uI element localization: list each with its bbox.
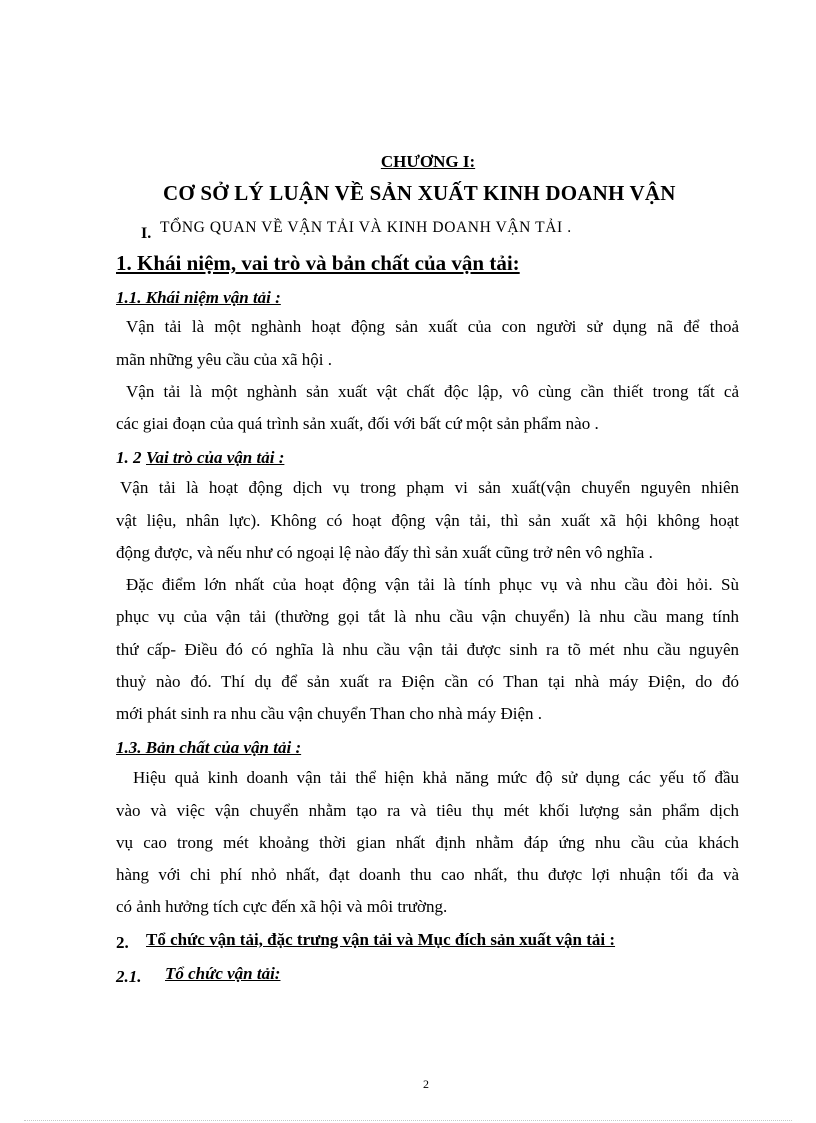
subsection-2-1-number: 2.1. bbox=[116, 967, 142, 986]
paragraph-line: Hiệu quả kinh doanh vận tải thể hiện khả năng mức độ sử dụng các yếu tố đầu bbox=[133, 768, 739, 787]
paragraph-line: vật liệu, nhân lực). Không có hoạt động vận tải, thì sản xuất xã hội không hoạt bbox=[116, 511, 739, 530]
paragraph-line: mới phát sinh ra nhu cầu vận chuyển Than cho nhà máy Điện . bbox=[116, 704, 543, 723]
paragraph-line: hàng với chi phí nhỏ nhất, đạt doanh thu cao nhất, thu được lợi nhuận tối đa và bbox=[116, 865, 739, 884]
paragraph-line: các giai đoạn của quá trình sản xuất, đối với bất cứ một sản phẩm nào . bbox=[116, 414, 599, 433]
footer-divider bbox=[24, 1120, 792, 1121]
section-2-heading: Tổ chức vận tải, đặc trưng vận tải và Mục đích sản xuất vận tải : bbox=[146, 930, 616, 949]
page-number: 2 bbox=[423, 1077, 429, 1091]
part-title: TỔNG QUAN VỀ VẬN TẢI VÀ KINH DOANH VẬN TẢI . bbox=[160, 219, 572, 236]
chapter-label: CHƯƠNG I: bbox=[380, 152, 476, 171]
section-1-heading: 1. Khái niệm, vai trò và bản chất của vận tải: bbox=[116, 251, 520, 275]
paragraph-line: vụ cao trong mét khoảng thời gian nhất định nhằm đáp ứng nhu cầu của khách bbox=[116, 833, 739, 852]
subsection-2-1-heading: Tổ chức vận tải: bbox=[165, 964, 281, 983]
paragraph-line: động được, và nếu như có ngoại lệ nào đấy thì sản xuất cũng trở nên vô nghĩa . bbox=[116, 543, 653, 562]
chapter-title: CƠ SỞ LÝ LUẬN VỀ SẢN XUẤT KINH DOANH VẬN bbox=[163, 181, 676, 205]
paragraph-line: thứ cấp- Điều đó có nghĩa là nhu cầu vận tải được sinh ra tõ mét nhu cầu nguyên bbox=[116, 640, 739, 659]
paragraph-line: thuỷ nào đó. Thí dụ để sản xuất ra Điện cần có Than tại nhà máy Điện, do đó bbox=[116, 672, 739, 691]
part-number: I. bbox=[141, 225, 152, 242]
paragraph-line: Vận tải là hoạt động dịch vụ trong phạm vi sản xuất(vận chuyển nguyên nhiên bbox=[120, 478, 739, 497]
subsection-1-3-heading: 1.3. Bản chất của vận tải : bbox=[116, 738, 302, 757]
subsection-1-2-number: 1. 2 bbox=[116, 448, 142, 467]
paragraph-line: mãn những yêu cầu của xã hội . bbox=[116, 350, 332, 369]
paragraph-line: vào và việc vận chuyển nhằm tạo ra và tiêu thụ mét khối lượng sản phẩm dịch bbox=[116, 801, 739, 820]
subsection-1-2-heading: Vai trò của vận tải : bbox=[146, 448, 285, 467]
paragraph-line: Đặc điểm lớn nhất của hoạt động vận tải là tính phục vụ và nhu cầu đòi hỏi. Sù bbox=[126, 575, 739, 594]
subsection-1-1-heading: 1.1. Khái niệm vận tải : bbox=[116, 288, 281, 307]
section-2-number: 2. bbox=[116, 933, 129, 952]
paragraph-line: Vận tải là một nghành hoạt động sản xuất của con người sử dụng nã để thoả bbox=[126, 317, 739, 336]
paragraph-line: Vận tải là một nghành sản xuất vật chất độc lập, vô cùng cần thiết trong tất cả bbox=[126, 382, 739, 401]
paragraph-line: có ảnh hưởng tích cực đến xã hội và môi trường. bbox=[116, 897, 448, 916]
paragraph-line: phục vụ của vận tải (thường gọi tắt là nhu cầu vận chuyển) là nhu cầu mang tính bbox=[116, 607, 739, 626]
